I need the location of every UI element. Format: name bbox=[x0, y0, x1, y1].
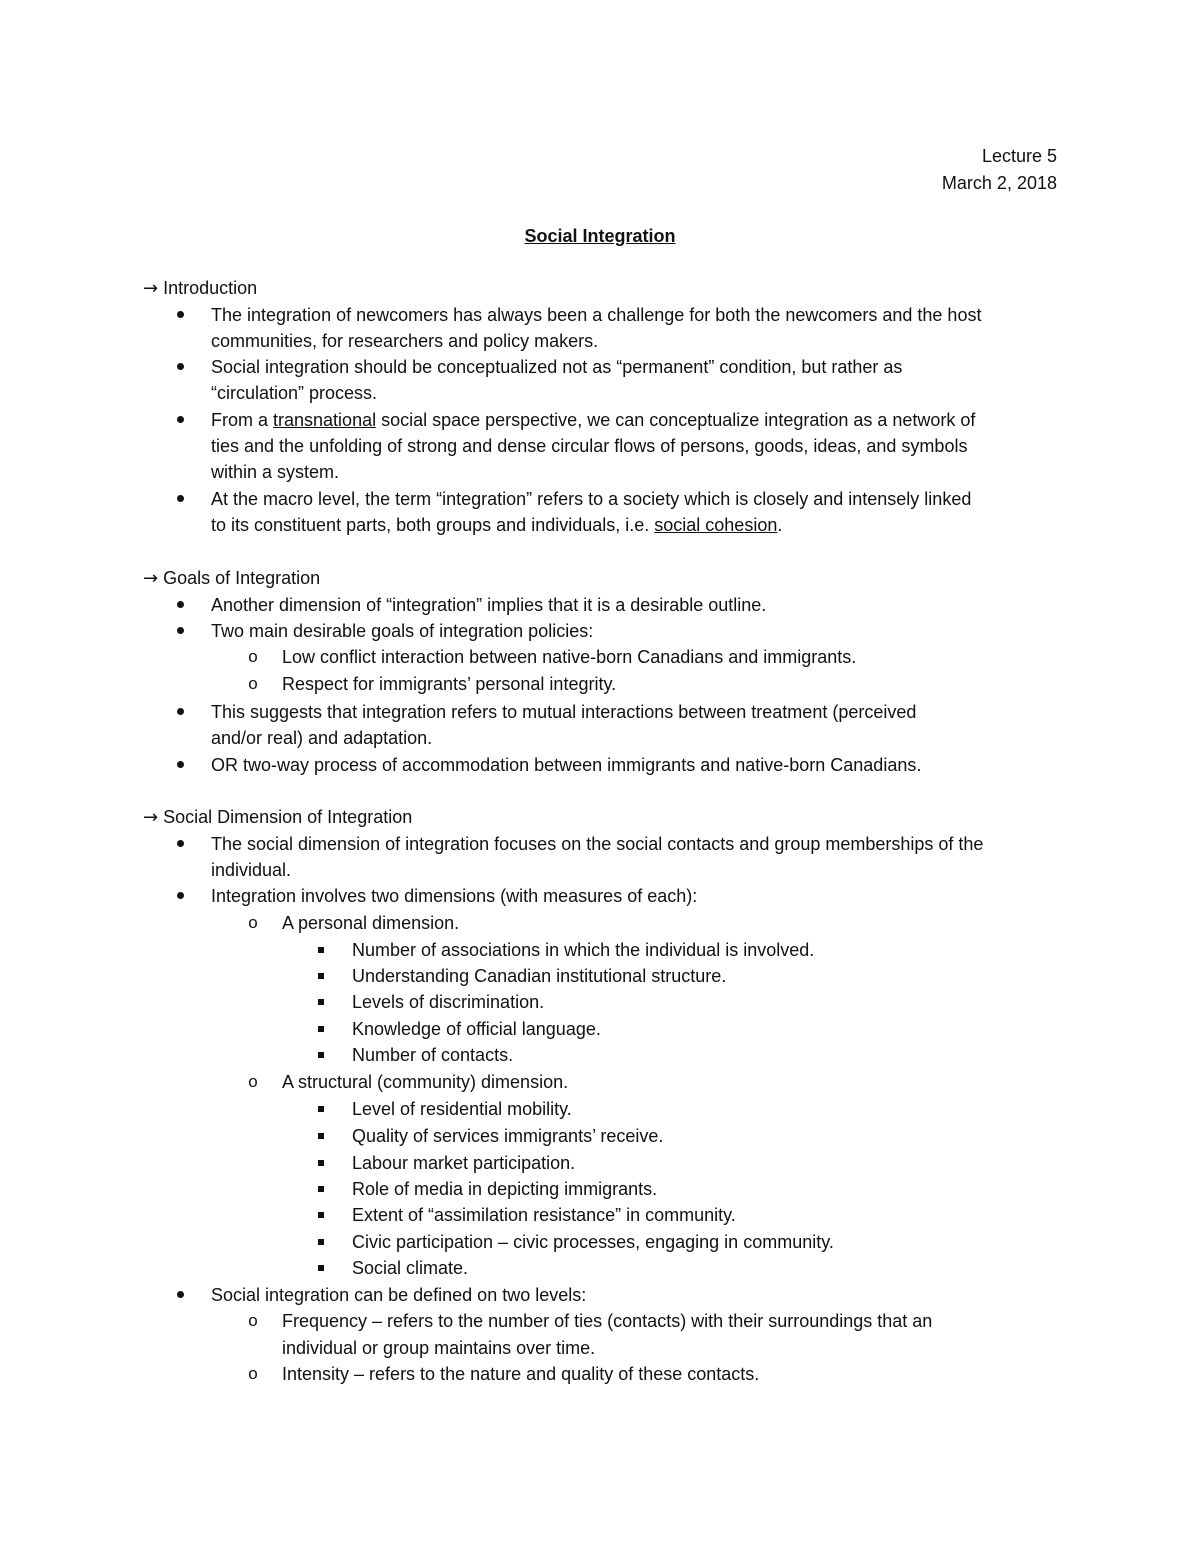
sub-bullet-icon: o bbox=[248, 1311, 258, 1330]
intro-bullet-2-line-1: Social integration should be conceptualized not as “permanent” condition, but rather as bbox=[211, 357, 903, 377]
goals-bullet-3-line-1: This suggests that integration refers to mutual interactions between treatment (perceived bbox=[211, 702, 917, 722]
intro-bullet-1-line-2: communities, for researchers and policy makers. bbox=[211, 331, 599, 351]
intro-bullet-2-line-2: “circulation” process. bbox=[211, 383, 378, 403]
bullet-icon bbox=[170, 754, 190, 776]
structural-measure-item: Labour market participation. bbox=[352, 1153, 576, 1173]
square-bullet-icon bbox=[311, 1098, 331, 1120]
goals-bullet-1: Another dimension of “integration” implies that it is a desirable outline. bbox=[211, 595, 767, 615]
arrow-right-icon: → bbox=[143, 807, 159, 828]
square-bullet-icon bbox=[311, 1178, 331, 1200]
square-bullet-icon bbox=[311, 1018, 331, 1040]
square-bullet-icon bbox=[311, 1152, 331, 1174]
intensity-line: Intensity – refers to the nature and quality of these contacts. bbox=[282, 1364, 760, 1384]
bullet-icon bbox=[170, 701, 190, 723]
square-bullet-icon bbox=[311, 1204, 331, 1226]
structural-measure-item: Extent of “assimilation resistance” in community. bbox=[352, 1205, 736, 1225]
underlined-term-social-cohesion: social cohesion bbox=[654, 515, 778, 535]
social-bullet-1-line-1: The social dimension of integration focuses on the social contacts and group memberships of the bbox=[211, 834, 984, 854]
lecture-date: March 2, 2018 bbox=[941, 173, 1057, 193]
frequency-line-1: Frequency – refers to the number of ties (contacts) with their surroundings that an bbox=[282, 1311, 933, 1331]
personal-measure-item: Number of associations in which the individual is involved. bbox=[352, 940, 815, 960]
structural-measure-item: Level of residential mobility. bbox=[352, 1099, 572, 1119]
goals-sub-bullet-2: Respect for immigrants’ personal integrity. bbox=[282, 674, 617, 694]
intro-bullet-3-line-1: From a transnational social space perspective, we can conceptualize integration as a network of bbox=[211, 410, 976, 430]
goals-bullet-3-line-2: and/or real) and adaptation. bbox=[211, 728, 433, 748]
section-heading-introduction: → Introduction bbox=[143, 278, 258, 299]
structural-measure-item: Civic participation – civic processes, engaging in community. bbox=[352, 1232, 834, 1252]
bullet-icon bbox=[170, 304, 190, 326]
goals-bullet-2: Two main desirable goals of integration policies: bbox=[211, 621, 594, 641]
personal-measure-item: Knowledge of official language. bbox=[352, 1019, 601, 1039]
intro-bullet-4-line-2: to its constituent parts, both groups and individuals, i.e. social cohesion. bbox=[211, 515, 783, 535]
square-bullet-icon bbox=[311, 1231, 331, 1253]
personal-measure-item: Number of contacts. bbox=[352, 1045, 514, 1065]
intro-bullet-3-line-2: ties and the unfolding of strong and dense circular flows of persons, goods, ideas, and symbols bbox=[211, 436, 968, 456]
bullet-icon bbox=[170, 833, 190, 855]
structural-measure-item: Quality of services immigrants’ receive. bbox=[352, 1126, 664, 1146]
frequency-line-2: individual or group maintains over time. bbox=[282, 1338, 596, 1358]
sub-bullet-icon: o bbox=[248, 647, 258, 666]
lecture-number: Lecture 5 bbox=[981, 146, 1057, 166]
sub-bullet-icon: o bbox=[248, 1364, 258, 1383]
bullet-icon bbox=[170, 409, 190, 431]
sub-bullet-icon: o bbox=[248, 674, 258, 693]
intro-bullet-3-line-3: within a system. bbox=[211, 462, 340, 482]
bullet-icon bbox=[170, 1284, 190, 1306]
structural-measure-item: Role of media in depicting immigrants. bbox=[352, 1179, 658, 1199]
social-bullet-1-line-2: individual. bbox=[211, 860, 292, 880]
underlined-term-transnational: transnational bbox=[273, 410, 377, 430]
bullet-icon bbox=[170, 594, 190, 616]
personal-measure-item: Understanding Canadian institutional structure. bbox=[352, 966, 727, 986]
arrow-right-icon: → bbox=[143, 568, 159, 589]
square-bullet-icon bbox=[311, 1257, 331, 1279]
goals-bullet-4: OR two-way process of accommodation between immigrants and native-born Canadians. bbox=[211, 755, 922, 775]
personal-dimension-label: A personal dimension. bbox=[282, 913, 460, 933]
structural-dimension-label: A structural (community) dimension. bbox=[282, 1072, 569, 1092]
goals-sub-bullet-1: Low conflict interaction between native-born Canadians and immigrants. bbox=[282, 647, 857, 667]
bullet-icon bbox=[170, 356, 190, 378]
square-bullet-icon bbox=[311, 1044, 331, 1066]
social-bullet-3: Social integration can be defined on two levels: bbox=[211, 1285, 587, 1305]
social-bullet-2: Integration involves two dimensions (with measures of each): bbox=[211, 886, 698, 906]
bullet-icon bbox=[170, 488, 190, 510]
bullet-icon bbox=[170, 885, 190, 907]
structural-measure-item: Social climate. bbox=[352, 1258, 469, 1278]
arrow-right-icon: → bbox=[143, 278, 159, 299]
square-bullet-icon bbox=[311, 939, 331, 961]
sub-bullet-icon: o bbox=[248, 1072, 258, 1091]
intro-bullet-4-line-1: At the macro level, the term “integration” refers to a society which is closely and intensely linked bbox=[211, 489, 972, 509]
intro-bullet-1-line-1: The integration of newcomers has always been a challenge for both the newcomers and the host bbox=[211, 305, 982, 325]
square-bullet-icon bbox=[311, 965, 331, 987]
bullet-icon bbox=[170, 620, 190, 642]
personal-measure-item: Levels of discrimination. bbox=[352, 992, 545, 1012]
section-heading-social-dimension: → Social Dimension of Integration bbox=[143, 807, 413, 828]
square-bullet-icon bbox=[311, 1125, 331, 1147]
document-title: Social Integration bbox=[524, 226, 676, 246]
square-bullet-icon bbox=[311, 991, 331, 1013]
sub-bullet-icon: o bbox=[248, 913, 258, 932]
section-heading-goals: → Goals of Integration bbox=[143, 568, 321, 589]
